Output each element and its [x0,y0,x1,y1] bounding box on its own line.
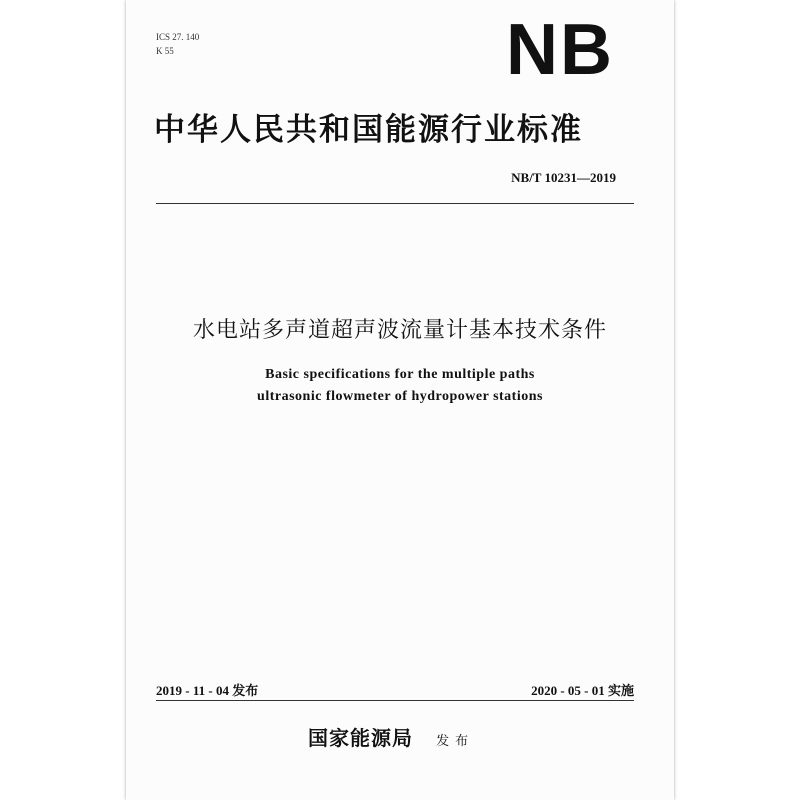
publish-verb: 发布 [436,734,475,749]
classification-codes [156,30,199,58]
issuing-authority-title: 中华人民共和国能源行业标准 [154,112,583,148]
standard-cover [126,0,674,800]
implementation-date: 2020 - 05 - 01 实施 [531,683,634,698]
ics-code: ICS 27. 140 [156,32,200,42]
nb-logo: NB [506,10,614,90]
ccs-code: K 55 [156,46,174,56]
top-divider [156,203,634,204]
publisher-name: 国家能源局 [308,726,413,750]
title-english-line-1: Basic specifications for the multiple paths [265,367,535,382]
title-chinese: 水电站多声道超声波流量计基本技术条件 [192,318,607,343]
standard-number: NB/T 10231—2019 [511,170,616,185]
title-english-line-2: ultrasonic flowmeter of hydropower stations [257,389,543,404]
bottom-divider [156,700,634,701]
issue-date: 2019 - 11 - 04 发布 [156,683,259,698]
publisher-line [308,722,474,751]
title-english [126,364,674,408]
